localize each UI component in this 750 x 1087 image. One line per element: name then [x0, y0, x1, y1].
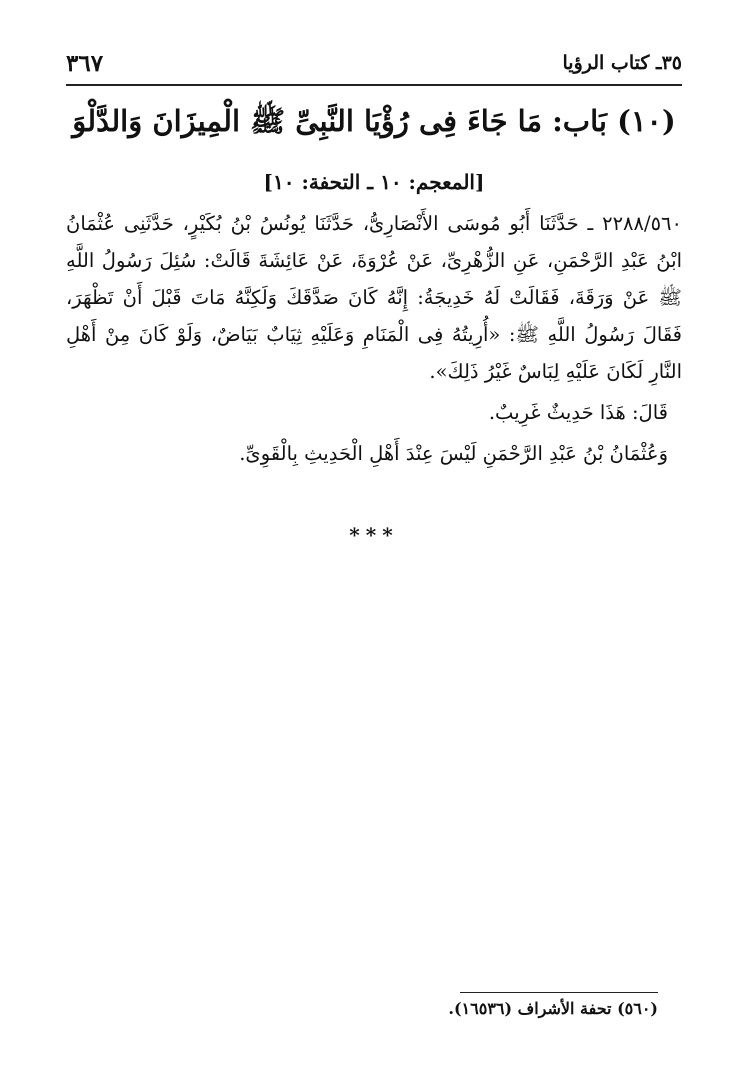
page-header	[66, 44, 682, 86]
section-separator: ***	[349, 523, 399, 547]
page-number: ٣٦٧	[66, 50, 104, 77]
book-title: ٣٥ـ كتاب الرؤيا	[562, 52, 682, 74]
reference-line: [المعجم: ١٠ ـ التحفة: ١٠]	[263, 170, 485, 194]
hadith-text: ٢٢٨٨/٥٦٠ ـ حَدَّثَنَا أَبُو مُوسَى الأَنْصَارِىُّ، حَدَّثَنَا يُونُسُ بْنُ بُكَيْرٍ، حَدَّثَنِى عُثْمَانُ ابْنُ عَبْدِ الرَّحْمَنِ، عَنِ الزُّهْرِىِّ، عَنْ عُرْوَةَ، عَنْ عَائِشَةَ قَالَتْ: سُئِلَ رَسُولُ اللَّهِ ﷺ عَنْ وَرَقَةَ، فَقَالَتْ لَهُ خَدِيجَةُ: إِنَّهُ كَانَ صَدَّقَكَ وَلَكِنَّهُ مَاتَ قَبْلَ أَنْ تَظْهَرَ، فَقَالَ رَسُولُ اللَّهِ ﷺ: «أُرِيتُهُ فِى الْمَنَامِ وَعَلَيْهِ ثِيَابٌ بَيَاضٌ، وَلَوْ كَانَ مِنْ أَهْلِ النَّارِ لَكَانَ عَلَيْهِ لِبَاسٌ غَيْرُ ذَلِكَ».	[66, 212, 682, 383]
main-text	[66, 205, 682, 472]
footnote: (٥٦٠) تحفة الأشراف (١٦٥٣٦).	[448, 999, 658, 1018]
commentary-line: قَالَ: هَذَا حَدِيثٌ غَرِيبٌ.	[488, 401, 668, 424]
chapter-title: (١٠) بَاب: مَا جَاءَ فِى رُؤْيَا النَّبِىِّ ﷺ الْمِيزَانَ وَالدَّلْوَ	[72, 104, 676, 138]
commentary-line: وَعُثْمَانُ بْنُ عَبْدِ الرَّحْمَنِ لَيْسَ عِنْدَ أَهْلِ الْحَدِيثِ بِالْقَوِىِّ.	[239, 442, 668, 465]
footnote-divider	[460, 992, 658, 993]
